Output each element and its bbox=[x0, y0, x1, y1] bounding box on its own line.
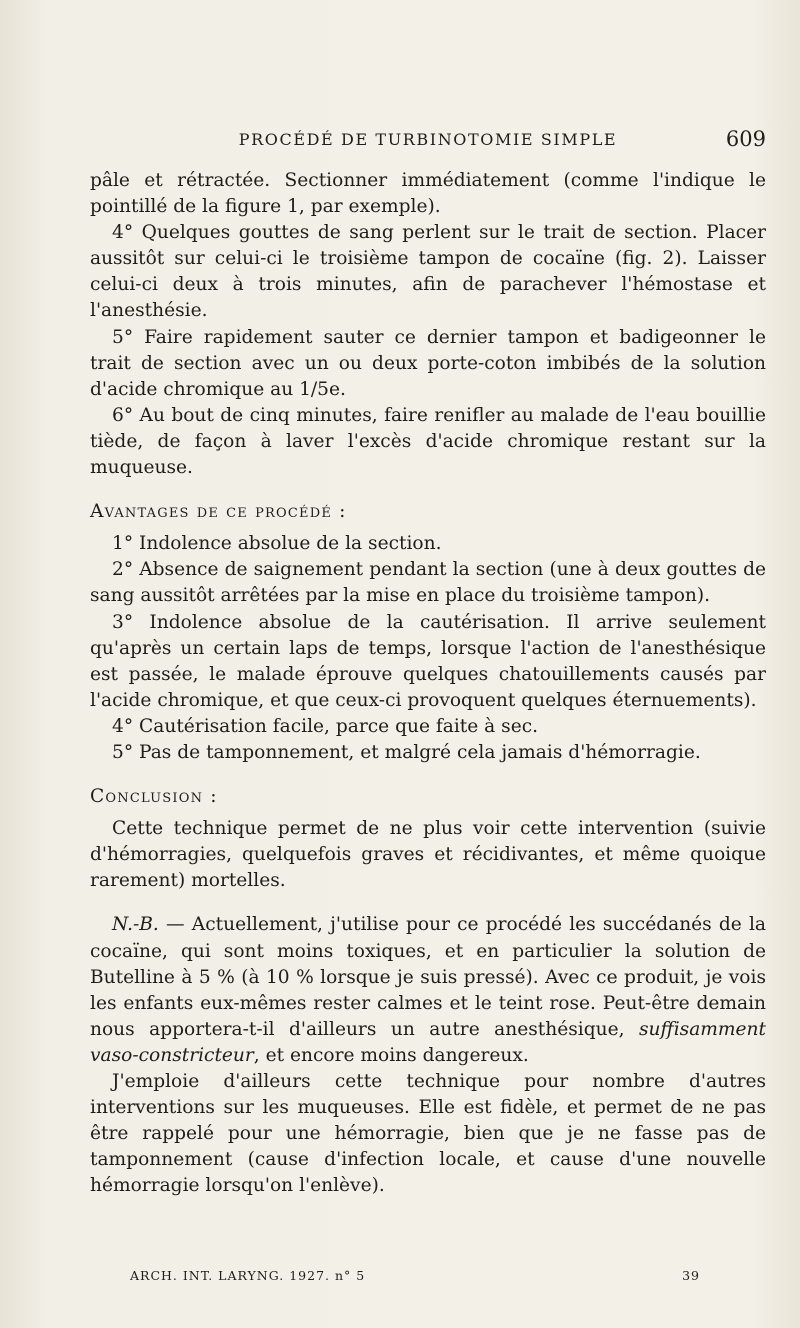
signature-mark: 39 bbox=[682, 1268, 700, 1283]
journal-reference: ARCH. INT. LARYNG. 1927. n° 5 bbox=[130, 1268, 366, 1283]
conclusion-paragraph: Cette technique permet de ne plus voir cette intervention (suivie d'hémorragies, quelquefois graves et récidivantes, et même quoique rarement) mortelles. bbox=[90, 818, 766, 892]
nota-bene-text-2: , et encore moins dangereux. bbox=[253, 1044, 529, 1066]
paragraph: 5° Faire rapidement sauter ce dernier tampon et badigeonner le trait de section avec un ou deux porte-coton imbibés de la solution d'acide chromique au 1/5e. bbox=[90, 326, 766, 400]
final-paragraph: J'emploie d'ailleurs cette technique pour nombre d'autres interventions sur les muqueuses. Elle est fidèle, et permet de ne pas être rappelé pour une hémorragie, bien que je ne fasse pas de tamponnement (cause d'infection locale, et cause d'une nouvelle hémorragie lorsqu'on l'enlève). bbox=[90, 1071, 766, 1197]
paragraph: pâle et rétractée. Sectionner immédiatement (comme l'indique le pointillé de la figure 1, par exemple). bbox=[90, 170, 766, 218]
page-number: 609 bbox=[725, 127, 766, 151]
nota-bene-emphasis: suffisamment vaso-constricteur bbox=[90, 1018, 766, 1066]
section-heading-advantages: Avantages de ce procédé : bbox=[90, 501, 347, 523]
advantage-item: 1° Indolence absolue de la section. bbox=[112, 533, 442, 555]
nota-bene-paragraph bbox=[90, 912, 766, 1069]
advantage-item: 2° Absence de saignement pendant la section (une à deux gouttes de sang aussitôt arrêtées par la mise en place du troisième tampon). bbox=[90, 559, 766, 607]
advantage-item: 3° Indolence absolue de la cautérisation. Il arrive seulement qu'après un certain laps de temps, lorsque l'action de l'anesthésique est passée, le malade éprouve quelques chatouillements causés par l'acide chromique, et que ceux-ci provoquent quelques éternuements). bbox=[90, 611, 766, 711]
body-text bbox=[90, 168, 766, 1199]
nota-bene-lead: N.-B. bbox=[112, 914, 159, 936]
nota-bene-text-1: — Actuellement, j'utilise pour ce procédé les succédanés de la cocaïne, qui sont moins toxiques, et en particulier la solution de Butelline à 5 % (à 10 % lorsque je suis pressé). Avec ce produit, je vois les enfants eux-mêmes rester calmes et le teint rose. Peut-être demain nous apportera-t-il d'ailleurs un autre anesthésique, bbox=[90, 914, 766, 1040]
page-footer bbox=[130, 1268, 700, 1288]
section-heading-conclusion: Conclusion : bbox=[90, 786, 218, 808]
paragraph: 6° Au bout de cinq minutes, faire renifler au malade de l'eau bouillie tiède, de façon à laver l'excès d'acide chromique restant sur la muqueuse. bbox=[90, 404, 766, 479]
running-title: PROCÉDÉ DE TURBINOTOMIE SIMPLE bbox=[238, 130, 618, 149]
running-header bbox=[90, 127, 766, 157]
paragraph: 4° Quelques gouttes de sang perlent sur le trait de section. Placer aussitôt sur celui-ci le troisième tampon de cocaïne (fig. 2). Laisser celui-ci deux à trois minutes, afin de parachever l'hémostase et l'anesthésie. bbox=[90, 222, 766, 322]
advantage-item: 4° Cautérisation facile, parce que faite à sec. bbox=[112, 715, 539, 737]
advantage-item: 5° Pas de tamponnement, et malgré cela jamais d'hémorragie. bbox=[112, 741, 701, 763]
